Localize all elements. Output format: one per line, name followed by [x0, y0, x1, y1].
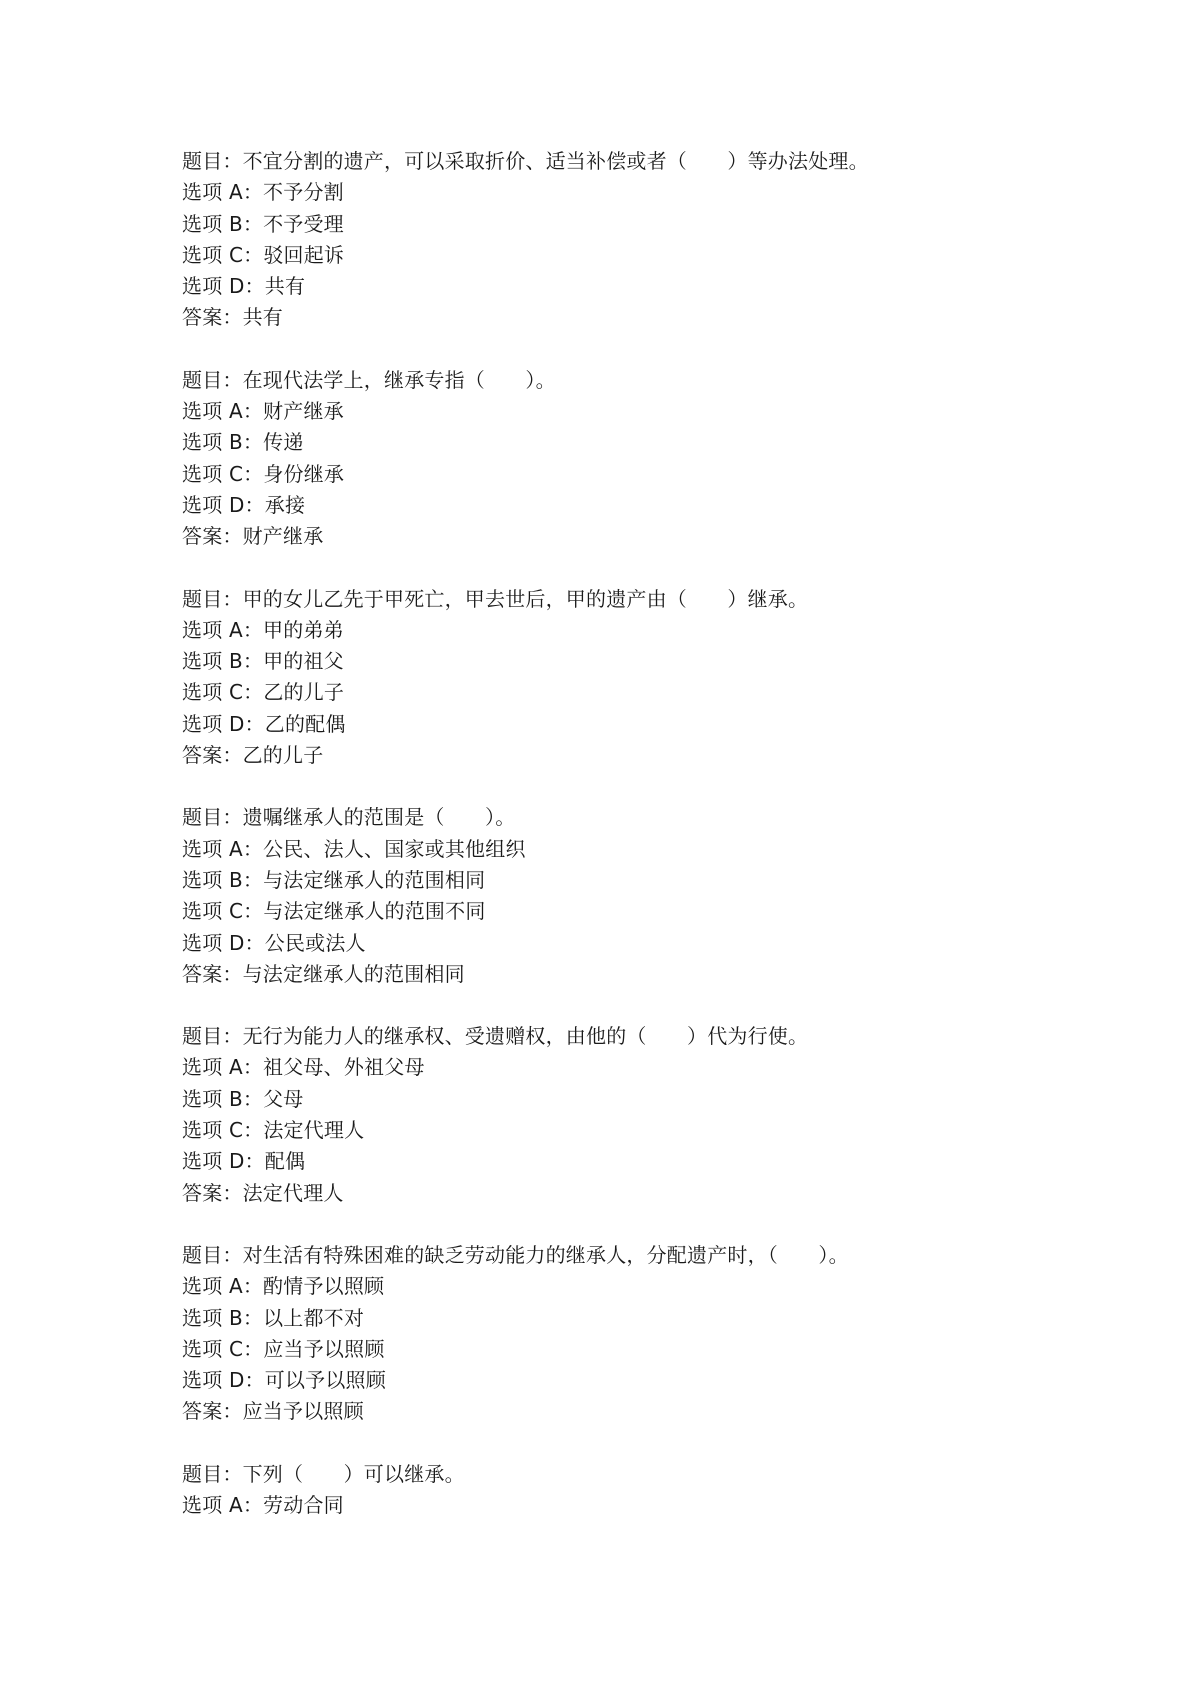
question-title: 题目：在现代法学上，继承专指（ ）。 [182, 367, 556, 392]
option-b: 选项 B：与法定继承人的范围相同 [182, 867, 486, 892]
answer-line: 答案：法定代理人 [182, 1180, 344, 1205]
answer-line: 答案：共有 [182, 305, 283, 330]
option-c: 选项 C：法定代理人 [182, 1118, 365, 1143]
option-c: 选项 C：与法定继承人的范围不同 [182, 899, 486, 924]
question-block [182, 802, 1042, 990]
option-a: 选项 A：公民、法人、国家或其他组织 [182, 836, 526, 861]
answer-line: 答案：乙的儿子 [182, 743, 324, 768]
question-title: 题目：对生活有特殊困难的缺乏劳动能力的继承人，分配遗产时，（ ）。 [182, 1242, 849, 1267]
question-block [182, 365, 1042, 553]
question-title: 题目：无行为能力人的继承权、受遗赠权，由他的（ ）代为行使。 [182, 1024, 809, 1049]
option-a: 选项 A：酌情予以照顾 [182, 1274, 385, 1299]
answer-line: 答案：财产继承 [182, 524, 324, 549]
option-a: 选项 A：甲的弟弟 [182, 617, 344, 642]
option-d: 选项 D：配偶 [182, 1149, 306, 1174]
option-a: 选项 A：财产继承 [182, 399, 344, 424]
answer-line: 答案：应当予以照顾 [182, 1399, 364, 1424]
option-a: 选项 A：劳动合同 [182, 1492, 344, 1517]
option-b: 选项 B：传递 [182, 430, 304, 455]
question-title: 题目：甲的女儿乙先于甲死亡，甲去世后，甲的遗产由（ ）继承。 [182, 586, 809, 611]
question-title: 题目：遗嘱继承人的范围是（ ）。 [182, 805, 516, 830]
option-c: 选项 C：驳回起诉 [182, 242, 345, 267]
question-block [182, 1240, 1042, 1428]
option-d: 选项 D：乙的配偶 [182, 711, 346, 736]
option-d: 选项 D：承接 [182, 492, 306, 517]
question-block [182, 146, 1042, 334]
option-b: 选项 B：以上都不对 [182, 1305, 365, 1330]
question-title: 题目：下列（ ）可以继承。 [182, 1461, 465, 1486]
option-b: 选项 B：甲的祖父 [182, 649, 344, 674]
option-d: 选项 D：共有 [182, 274, 306, 299]
option-b: 选项 B：不予受理 [182, 211, 344, 236]
question-block [182, 1459, 1042, 1522]
answer-line: 答案：与法定继承人的范围相同 [182, 961, 465, 986]
option-a: 选项 A：不予分割 [182, 180, 344, 205]
question-title: 题目：不宜分割的遗产，可以采取折价、适当补偿或者（ ）等办法处理。 [182, 149, 869, 173]
question-block [182, 584, 1042, 772]
question-list [182, 146, 1042, 1552]
option-d: 选项 D：公民或法人 [182, 930, 366, 955]
option-c: 选项 C：乙的儿子 [182, 680, 345, 705]
option-a: 选项 A：祖父母、外祖父母 [182, 1055, 425, 1080]
option-d: 选项 D：可以予以照顾 [182, 1368, 386, 1393]
option-c: 选项 C：应当予以照顾 [182, 1336, 385, 1361]
option-c: 选项 C：身份继承 [182, 461, 345, 486]
option-b: 选项 B：父母 [182, 1086, 304, 1111]
question-block [182, 1021, 1042, 1209]
